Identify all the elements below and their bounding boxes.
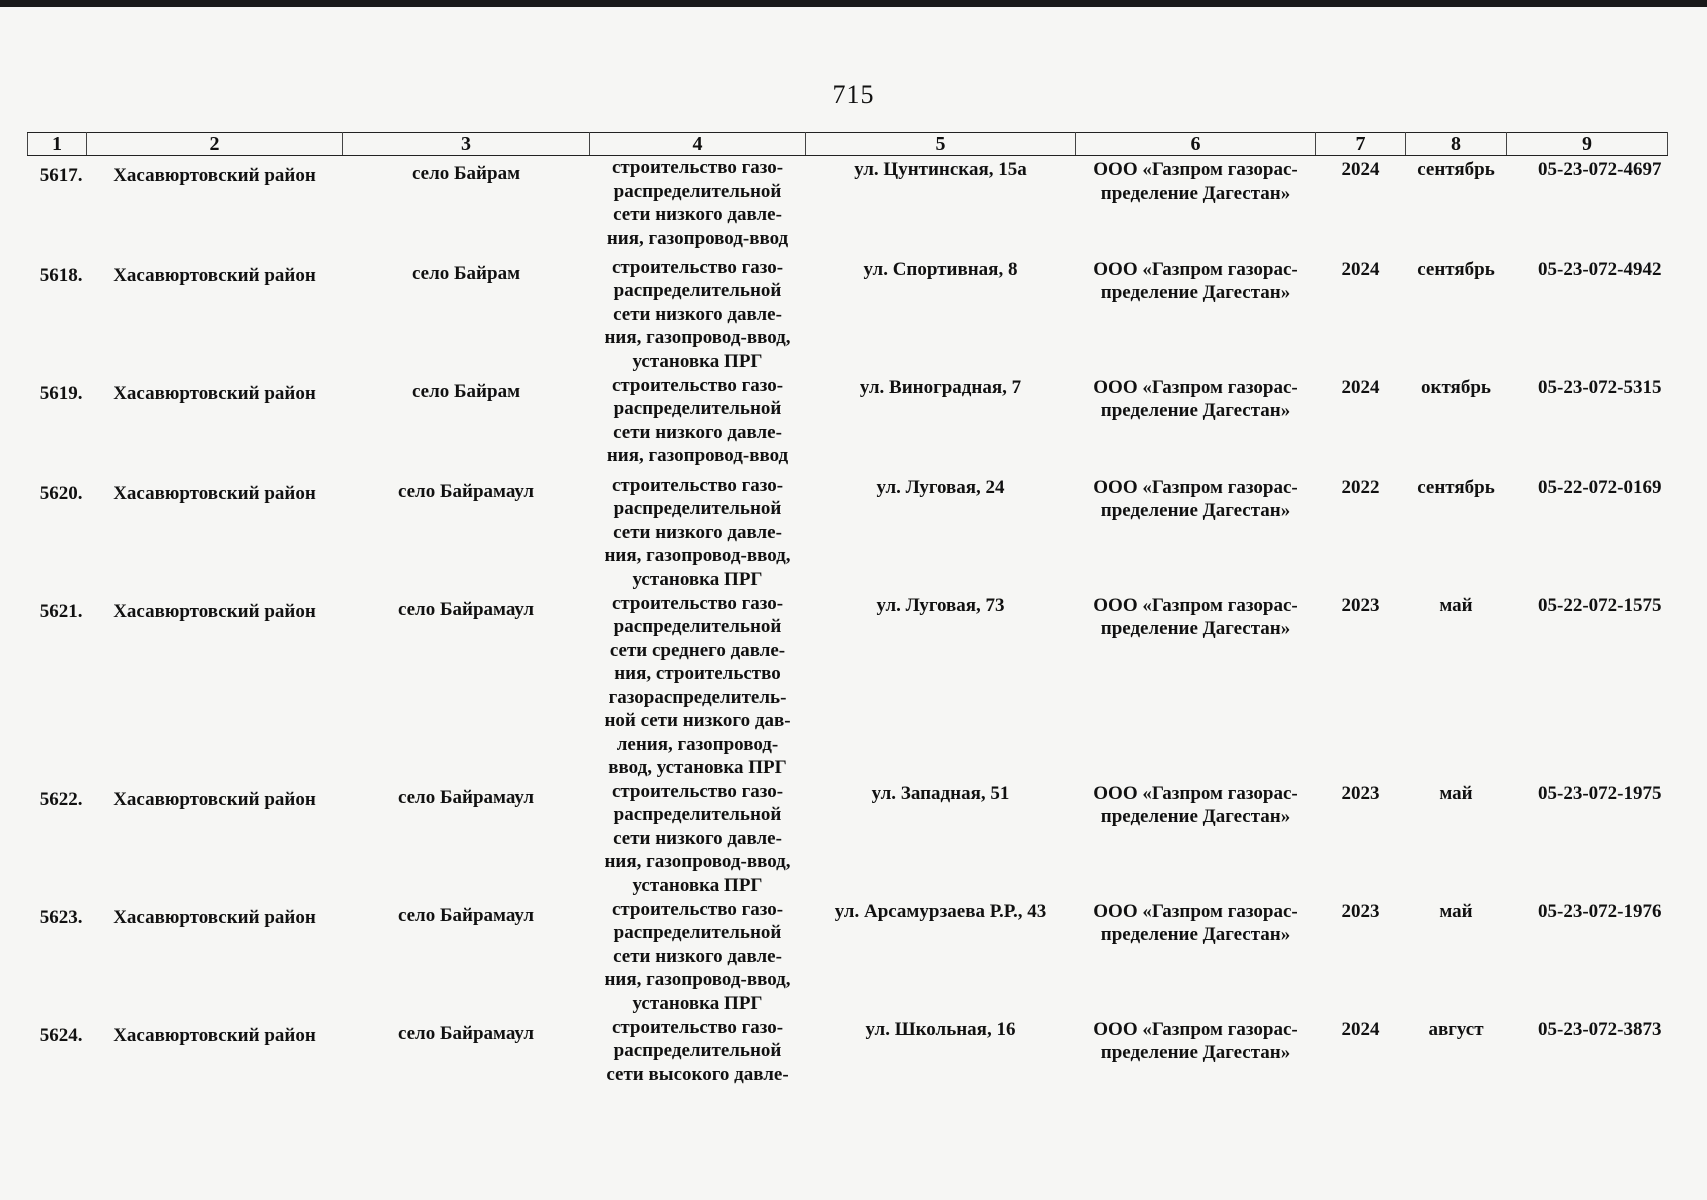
code-cell: 05-22-072-1575 — [1538, 594, 1662, 616]
organization-cell: ООО «Газпром газорас- пределение Дагестан» — [1093, 1018, 1298, 1063]
locality-cell: село Байрам — [411, 163, 521, 184]
locality-cell: село Байрамаул — [397, 598, 535, 620]
district-cell: Хасавюртовский район — [113, 600, 316, 622]
header-col-6: 6 — [1076, 133, 1316, 156]
row-number: 5623. — [39, 906, 83, 928]
organization-cell: ООО «Газпром газорас- пределение Дагестан» — [1093, 376, 1298, 421]
address-cell: ул. Школьная, 16 — [865, 1018, 1016, 1040]
organization-cell: ООО «Газпром газорас- пределение Дагестан» — [1093, 594, 1298, 639]
header-col-9: 9 — [1507, 133, 1668, 156]
code-cell: 05-23-072-1976 — [1538, 900, 1662, 922]
organization-cell: ООО «Газпром газорас- пределение Дагестан» — [1093, 159, 1298, 204]
year-cell: 2024 — [1341, 1018, 1380, 1040]
locality-cell: село Байрам — [411, 380, 521, 402]
address-cell: ул. Западная, 51 — [871, 782, 1010, 804]
code-cell: 05-23-072-3873 — [1538, 1018, 1662, 1040]
row-number: 5622. — [39, 788, 83, 810]
work-description-cell: строительство газо- распределительной сети низкого давле- ния, газопровод-ввод — [606, 157, 789, 249]
locality-cell: село Байрамаул — [397, 1022, 535, 1044]
district-cell: Хасавюртовский район — [113, 788, 316, 810]
row-number: 5617. — [39, 165, 83, 186]
work-description-cell: строительство газо- распределительной сети низкого давле- ния, газопровод-ввод, установка ПРГ — [604, 256, 791, 372]
table-row — [28, 1016, 1668, 1096]
header-col-5: 5 — [806, 133, 1076, 156]
district-cell: Хасавюртовский район — [113, 264, 316, 286]
table-row — [28, 592, 1668, 780]
row-number: 5619. — [39, 382, 83, 404]
work-description-cell: строительство газо- распределительной сети среднего давле- ния, строительство газораспределитель- ной сети низкого дав- ления, газопровод- ввод, установка ПРГ — [604, 592, 791, 778]
organization-cell: ООО «Газпром газорас- пределение Дагестан» — [1093, 258, 1298, 303]
locality-cell: село Байрамаул — [397, 786, 535, 808]
header-col-1: 1 — [28, 133, 87, 156]
table-row — [28, 898, 1668, 1016]
month-cell: май — [1439, 900, 1473, 922]
address-cell: ул. Спортивная, 8 — [863, 258, 1018, 280]
district-cell: Хасавюртовский район — [113, 165, 316, 186]
code-cell: 05-23-072-4942 — [1538, 258, 1662, 280]
header-col-3: 3 — [343, 133, 590, 156]
table-row — [28, 156, 1668, 256]
work-description-cell: строительство газо- распределительной сети низкого давле- ния, газопровод-ввод, установка ПРГ — [604, 474, 791, 590]
district-cell: Хасавюртовский район — [113, 1024, 316, 1046]
organization-cell: ООО «Газпром газорас- пределение Дагестан» — [1093, 476, 1298, 521]
page-number: 715 — [832, 80, 875, 109]
year-cell: 2022 — [1341, 476, 1380, 498]
locality-cell: село Байрам — [411, 262, 521, 284]
address-cell: ул. Арсамурзаева Р.Р., 43 — [834, 900, 1047, 922]
code-cell: 05-23-072-4697 — [1538, 159, 1662, 180]
locality-cell: село Байрамаул — [397, 904, 535, 926]
month-cell: август — [1428, 1018, 1484, 1040]
data-table-container — [27, 132, 1667, 1096]
year-cell: 2024 — [1341, 376, 1380, 398]
address-cell: ул. Цунтинская, 15а — [854, 159, 1027, 180]
month-cell: сентябрь — [1417, 159, 1495, 180]
work-description-cell: строительство газо- распределительной сети высокого давле- — [606, 1016, 789, 1085]
address-cell: ул. Луговая, 73 — [876, 594, 1005, 616]
table-row — [28, 474, 1668, 592]
row-number: 5624. — [39, 1024, 83, 1046]
month-cell: май — [1439, 782, 1473, 804]
table-row — [28, 256, 1668, 374]
table-row — [28, 780, 1668, 898]
code-cell: 05-23-072-5315 — [1538, 376, 1662, 398]
work-description-cell: строительство газо- распределительной сети низкого давле- ния, газопровод-ввод, установка ПРГ — [604, 898, 791, 1014]
row-number: 5621. — [39, 600, 83, 622]
code-cell: 05-23-072-1975 — [1538, 782, 1662, 804]
month-cell: май — [1439, 594, 1473, 616]
address-cell: ул. Луговая, 24 — [876, 476, 1005, 498]
organization-cell: ООО «Газпром газорас- пределение Дагестан» — [1093, 900, 1298, 945]
row-number: 5620. — [39, 482, 83, 504]
scan-top-edge — [0, 0, 1707, 7]
address-cell: ул. Виноградная, 7 — [859, 376, 1022, 398]
year-cell: 2024 — [1341, 258, 1380, 280]
column-number-header — [28, 133, 1668, 156]
row-number: 5618. — [39, 264, 83, 286]
district-cell: Хасавюртовский район — [113, 382, 316, 404]
header-col-8: 8 — [1406, 133, 1507, 156]
year-cell: 2023 — [1341, 782, 1380, 804]
year-cell: 2024 — [1341, 159, 1380, 180]
month-cell: сентябрь — [1417, 476, 1495, 498]
header-col-2: 2 — [87, 133, 343, 156]
month-cell: октябрь — [1421, 376, 1491, 398]
data-table — [27, 132, 1668, 1096]
year-cell: 2023 — [1341, 900, 1380, 922]
district-cell: Хасавюртовский район — [113, 482, 316, 504]
table-row — [28, 374, 1668, 474]
header-col-7: 7 — [1316, 133, 1406, 156]
work-description-cell: строительство газо- распределительной сети низкого давле- ния, газопровод-ввод, установка ПРГ — [604, 780, 791, 896]
year-cell: 2023 — [1341, 594, 1380, 616]
header-col-4: 4 — [590, 133, 806, 156]
work-description-cell: строительство газо- распределительной сети низкого давле- ния, газопровод-ввод — [606, 374, 789, 466]
month-cell: сентябрь — [1417, 258, 1495, 280]
district-cell: Хасавюртовский район — [113, 906, 316, 928]
code-cell: 05-22-072-0169 — [1538, 476, 1662, 498]
locality-cell: село Байрамаул — [397, 480, 535, 502]
organization-cell: ООО «Газпром газорас- пределение Дагестан» — [1093, 782, 1298, 827]
